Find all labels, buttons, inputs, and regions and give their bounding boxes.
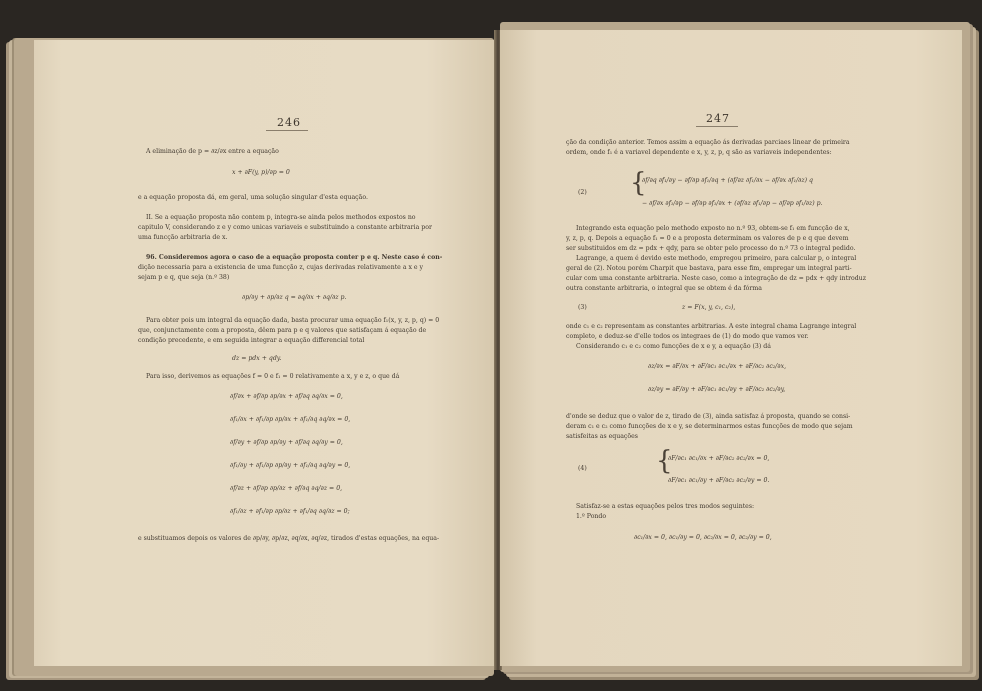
equation: ∂z/∂y = ∂F/∂y + ∂F/∂c₁ ∂c₁/∂y + ∂F/∂c₂ ∂c₂/∂y,	[648, 386, 786, 393]
equation: ∂f/∂z + ∂f/∂p ∂p/∂z + ∂f/∂q ∂q/∂z = 0,	[230, 485, 343, 492]
text-line: onde c₁ e c₂ representam as constantes arbitrarias. A este integral chama Lagrange integral	[566, 323, 857, 330]
equation: ∂f₁/∂y + ∂f₁/∂p ∂p/∂y + ∂f₁/∂q ∂q/∂y = 0,	[230, 462, 351, 469]
equation: ∂f/∂q ∂f₁/∂y − ∂f/∂p ∂f₁/∂q + (∂f/∂z ∂f₁/∂x − ∂f/∂x ∂f₁/∂z) q	[642, 177, 813, 184]
text-line: 96. Consideremos agora o caso de a equação proposta conter p e q. Neste caso é con-	[146, 254, 443, 261]
text-line: Para obter pois um integral da equação dada, basta procurar uma equação f₁(x, y, z, p, q) = 0	[146, 317, 440, 324]
text-line: sejam p e q, que seja (n.º 38)	[138, 274, 230, 281]
text-line: ordem, onde f₁ é a variavel dependente e x, y, z, p, q são as variaveis independentes:	[566, 149, 832, 156]
equation: − ∂f/∂x ∂f₁/∂p − ∂f/∂p ∂f₁/∂x + (∂f/∂z ∂f₁/∂p − ∂f/∂p ∂f₁/∂z) p.	[642, 200, 823, 207]
text-line: Para isso, derivemos as equações f = 0 e f₁ = 0 relativamente a x, y e z, o que dá	[146, 373, 400, 380]
text-line: outra constante arbitraria, o integral que se obtem é da fórma	[566, 285, 762, 292]
text-line: completo, e deduz-se d'elle todos os integraes de (1) do modo que vamos ver.	[566, 333, 809, 340]
text-line: Integrando esta equação pelo methodo exposto no n.º 93, obtem-se f₁ em funcção de x,	[576, 225, 850, 232]
equation: ∂F/∂c₁ ∂c₁/∂x + ∂F/∂c₂ ∂c₂/∂x = 0,	[668, 455, 770, 462]
equation: z = F(x, y, c₁, c₂),	[682, 304, 736, 311]
text-line: Satisfaz-se a estas equações pelos tres modos seguintes:	[576, 503, 755, 510]
text-line: 1.º Pondo	[576, 513, 607, 520]
text-line: cular com uma constante arbitraria. Neste caso, como a integração de dz = pdx + qdy introduz	[566, 275, 866, 282]
equation: dz = pdx + qdy.	[232, 355, 282, 362]
text-line: y, z, p, q. Depois a equação f₁ = 0 e a proposta determinam os valores de p e q que devem	[566, 235, 849, 242]
text-line: que, conjunctamente com a proposta, dêem para p e q valores que satisfaçam á equação de	[138, 327, 427, 334]
right-page	[500, 30, 962, 666]
equation: ∂z/∂x = ∂F/∂x + ∂F/∂c₁ ∂c₁/∂x + ∂F/∂c₂ ∂c₂/∂x,	[648, 363, 787, 370]
text-line: geral de (2). Notou porém Charpit que bastava, para esse fim, empregar um integral parti-	[566, 265, 852, 272]
left-page	[34, 40, 496, 666]
equation: x + ∂F(y, p)/∂p = 0	[232, 169, 290, 176]
page-number: 246	[277, 116, 301, 129]
text-line: satisfeitas as equações	[566, 433, 638, 440]
equation: ∂p/∂y + ∂p/∂z q = ∂q/∂x + ∂q/∂z p.	[242, 294, 347, 301]
text-line: A eliminação de p = ∂z/∂x entre a equação	[146, 148, 279, 155]
page-number-rule	[696, 126, 738, 127]
page-number: 247	[706, 112, 730, 125]
equation: ∂c₁/∂x = 0, ∂c₁/∂y = 0, ∂c₂/∂x = 0, ∂c₂/∂y = 0,	[634, 534, 772, 541]
equation-number: (2)	[578, 189, 587, 196]
text-line: condição precedente, e em seguida integrar a equação differencial total	[138, 337, 365, 344]
page-number-rule	[266, 130, 308, 131]
text-line: Lagrange, a quem é devido este methodo, empregou primeiro, para calcular p, o integral	[576, 255, 857, 262]
equation: ∂f₁/∂x + ∂f₁/∂p ∂p/∂x + ∂f₁/∂q ∂q/∂x = 0,	[230, 416, 351, 423]
text-line: ção da condição anterior. Temos assim a equação ás derivadas parciaes linear de primeira	[566, 139, 850, 146]
text-line: Considerando c₁ e c₂ como funcções de x e y, a equação (3) dá	[576, 343, 771, 350]
text-line: dição necessaria para a existencia de uma funcção z, cujas derivadas relativamente a x e y	[138, 264, 424, 271]
brace: {	[630, 168, 647, 198]
text-line: e substituamos depois os valores de ∂p/∂y, ∂p/∂z, ∂q/∂x, ∂q/∂z, tirados d'estas equações, na equa-	[138, 535, 440, 542]
equation: ∂f/∂y + ∂f/∂p ∂p/∂y + ∂f/∂q ∂q/∂y = 0,	[230, 439, 343, 446]
equation: ∂F/∂c₁ ∂c₁/∂y + ∂F/∂c₂ ∂c₂/∂y = 0.	[668, 477, 770, 484]
equation-number: (3)	[578, 304, 587, 311]
equation: ∂f/∂x + ∂f/∂p ∂p/∂x + ∂f/∂q ∂q/∂x = 0,	[230, 393, 343, 400]
text-line: deram c₁ e c₂ como funcções de x e y, se determinarmos estas funcções de modo que sejam	[566, 423, 853, 430]
brace: {	[656, 446, 673, 476]
text-line: uma funcção arbitraria de x.	[138, 234, 228, 241]
text-line: e a equação proposta dá, em geral, uma solução singular d'esta equação.	[138, 194, 368, 201]
text-line: capitulo V, considerando z e y como unicas variaveis e substituindo a constante arbitraria por	[138, 224, 432, 231]
text-line: II. Se a equação proposta não contem p, integra-se ainda pelos methodos expostos no	[146, 214, 416, 221]
equation-number: (4)	[578, 465, 587, 472]
text-line: ser substituidos em dz = pdx + qdy, para se obter pelo processo do n.º 73 o integral pedido.	[566, 245, 856, 252]
text-line: d'onde se deduz que o valor de z, tirado de (3), ainda satisfaz á proposta, quando se consi-	[566, 413, 851, 420]
equation: ∂f₁/∂z + ∂f₁/∂p ∂p/∂z + ∂f₁/∂q ∂q/∂z = 0;	[230, 508, 350, 515]
